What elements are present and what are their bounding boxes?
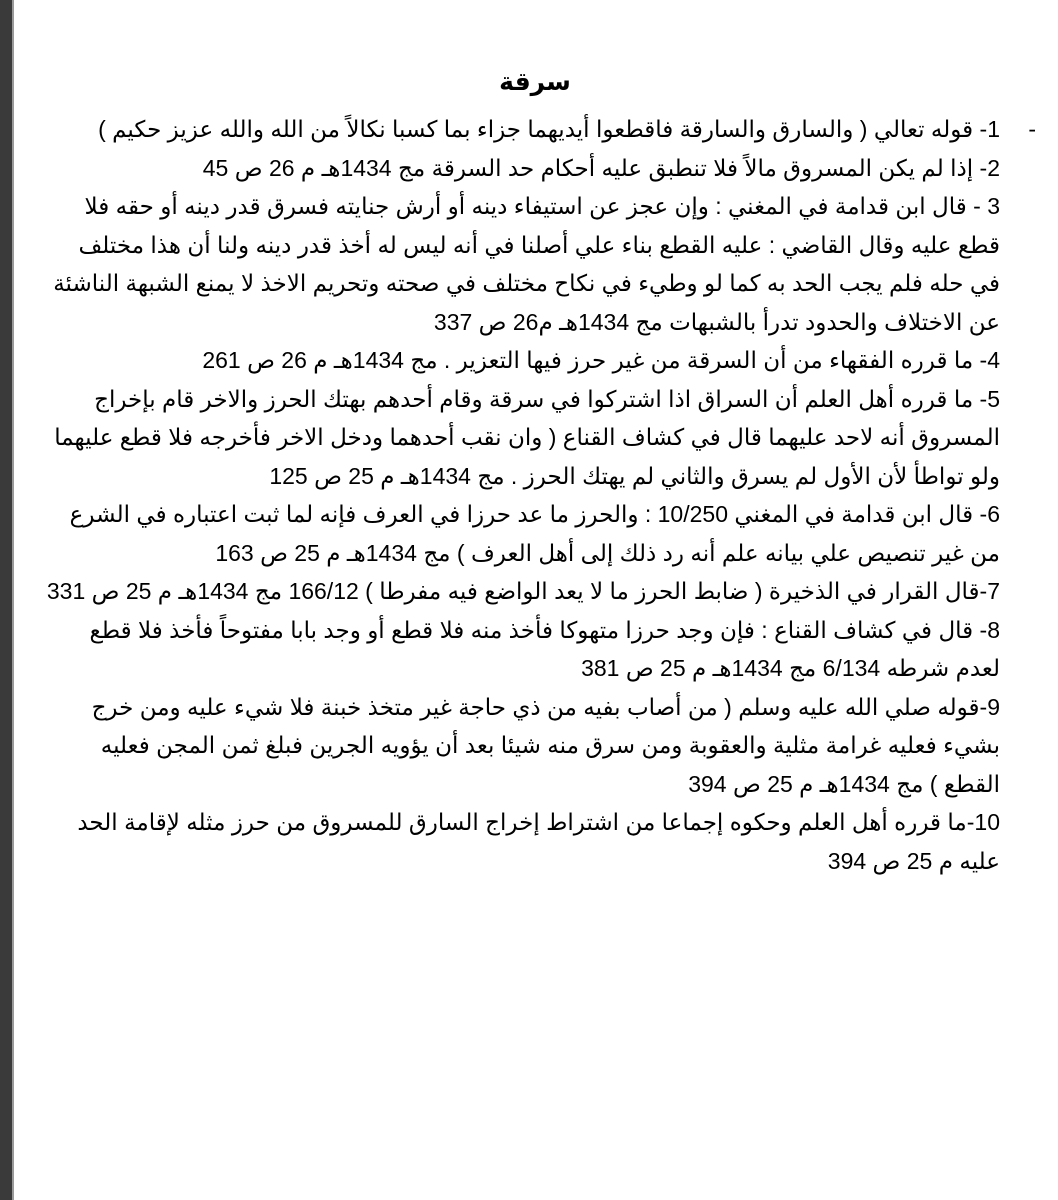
item-text: 7-قال القرار في الذخيرة ( ضابط الحرز ما لا يعد الواضع فيه مفرطا ) 166/12 — [288, 578, 1000, 604]
item-text: 10-ما قرره أهل العلم وحكوه إجماعا من اشتراط إخراج السارق للمسروق من حرز مثله لإقامة الحد عليه — [77, 809, 1000, 874]
item-reference: مج 1434هـ م 26 ص 45 — [202, 154, 426, 181]
item-text: 4- ما قرره الفقهاء من أن السرقة من غير حرز فيها التعزير . — [443, 347, 1000, 373]
item-reference: مج 1434هـ م26 ص 337 — [433, 308, 663, 335]
item-reference: مج 1434هـ م 25 ص 331 — [46, 578, 283, 604]
item-text: 5- ما قرره أهل العلم أن السراق اذا اشتركوا في سرقة وقام أحدهم بهتك الحرز والاخر قام بإخراج المسروق أنه لاحد عليهما قال في كشاف القناع ( وان نقب أحدهما ودخل الاخر فأخرجه فلا قطع عليهما ولو تواطأ لأن الأول لم يسرق والثاني لم يهتك الحرز . — [54, 385, 1000, 489]
page-left-edge-highlight — [12, 0, 14, 1200]
list-item-10 — [40, 803, 1030, 880]
item-text: 3 - قال ابن قدامة في المغني : وإن عجز عن استيفاء دينه أو أرش جنايته فسرق قدر دينه أو حقه فلا قطع عليه وقال القاضي : عليه القطع بناء علي أصلنا في أنه ليس له أخذ قدر دينه ولنا أن هذا مختلف في حله فلم يجب الحد به كما لو وطيء في نكاح مختلف في صحته وتحريم الاخذ لا يمنع الشبهة الناشئة عن الاختلاف والحدود تدرأ بالشبهات — [53, 193, 1000, 335]
list-item-4 — [40, 341, 1030, 380]
list-item-2 — [40, 149, 1030, 188]
document-title: سرقة — [499, 68, 571, 96]
bullet-mark: - — [1028, 116, 1036, 142]
item-reference: مج 1434هـ م 26 ص 261 — [202, 347, 438, 373]
document-body — [40, 58, 1036, 880]
list-item-7 — [40, 572, 1030, 611]
list-item-3 — [40, 187, 1030, 341]
list-item-8 — [40, 611, 1030, 688]
item-reference: مج 1434هـ م 25 ص 163 — [215, 539, 451, 566]
item-reference: مج 1434هـ م 25 ص 394 — [688, 770, 924, 797]
item-text: 9-قوله صلي الله عليه وسلم ( من أصاب بفيه من ذي حاجة غير متخذ خبنة فلا شيء عليه ومن خرج بشيء فعليه غرامة مثلية والعقوبة ومن سرق منه شيئا بعد أن يؤويه الجرين فبلغ ثمن المجن فعليه القطع ) — [91, 693, 1000, 797]
item-reference: مج 1434هـ م 25 ص 381 — [581, 655, 817, 681]
item-reference: م 25 ص 394 — [827, 847, 953, 874]
item-text: 8- قال في كشاف القناع : فإن وجد حرزا متهوكا فأخذ منه فلا قطع أو وجد بابا مفتوحاً فأخذ فلا قطع لعدم شرطه 6/134 — [89, 616, 1000, 681]
list-item-5 — [40, 380, 1030, 496]
item-text: 2- إذا لم يكن المسروق مالاً فلا تنطبق عليه أحكام حد السرقة — [431, 154, 1000, 181]
page-left-edge — [0, 0, 12, 1200]
item-text: 1- قوله تعالي ( والسارق والسارقة فاقطعوا أيديهما جزاء بما كسبا نكالاً من الله والله عزيز حكيم ) — [98, 116, 1000, 142]
rulings-list — [40, 110, 1036, 880]
list-item-9 — [40, 688, 1030, 804]
item-reference: مج 1434هـ م 25 ص 125 — [269, 462, 505, 489]
item-text: 6- قال ابن قدامة في المغني 10/250 : والحرز ما عد حرزا في العرف فإنه لما ثبت اعتباره في الشرع من غير تنصيص علي بيانه علم أنه رد ذلك إلى أهل العرف ) — [69, 501, 1000, 566]
list-item-6 — [40, 495, 1030, 572]
list-item-1 — [40, 110, 1036, 149]
